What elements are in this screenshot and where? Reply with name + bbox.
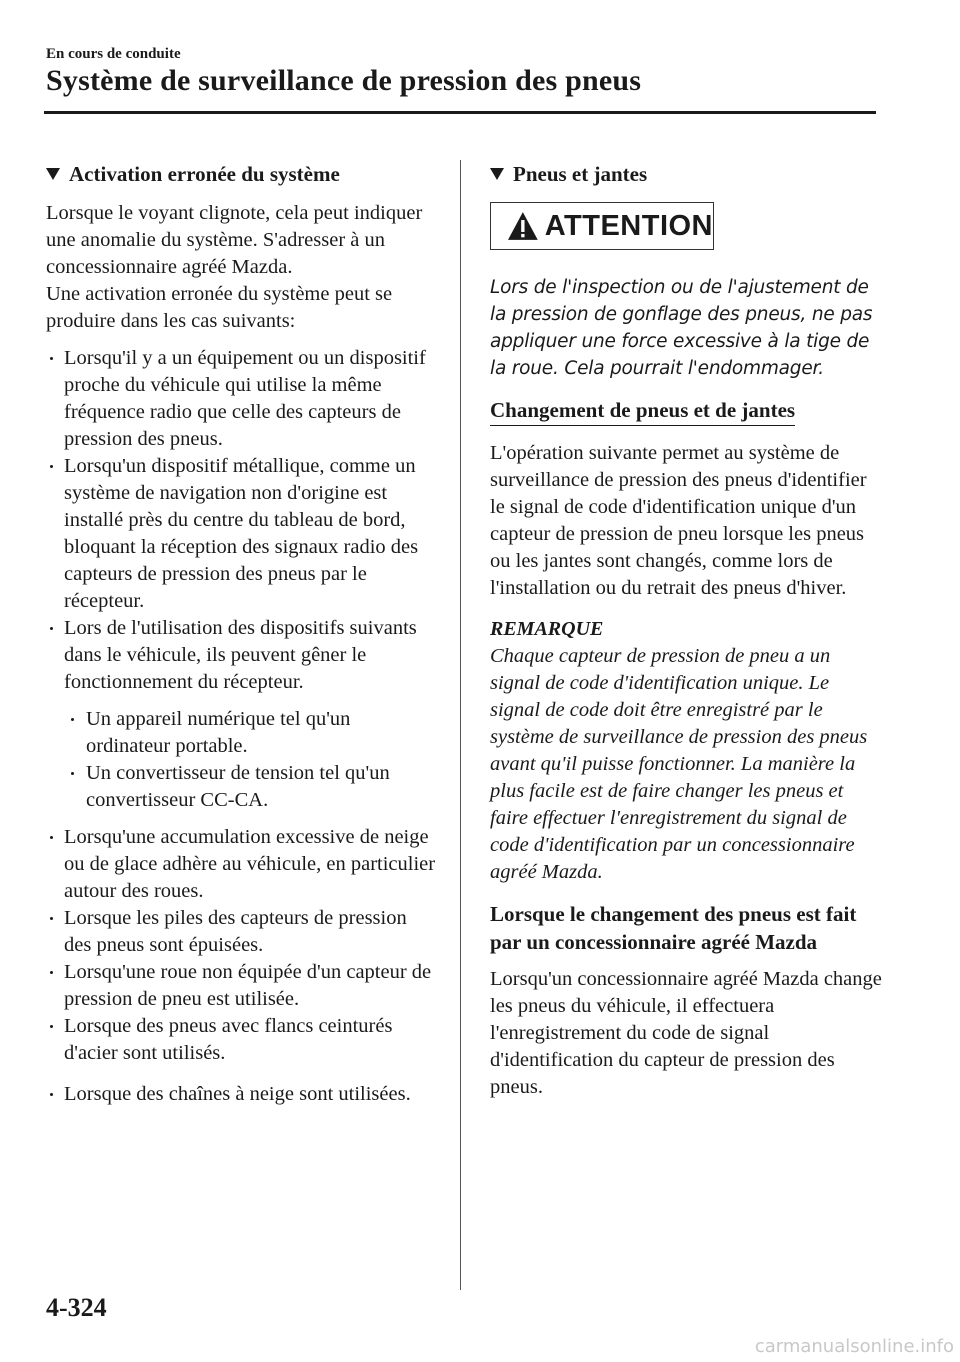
list-item: Lorsque des chaînes à neige sont utilisées.: [46, 1081, 438, 1108]
bullet-dot-icon: [50, 971, 53, 974]
list-item: Lorsque des pneus avec flancs ceinturés d'acier sont utilisés.: [46, 1013, 438, 1067]
list-item: Lors de l'utilisation des dispositifs suivants dans le véhicule, ils peuvent gêner le fonctionnement du récepteur.: [46, 615, 438, 696]
cases-paragraph: Une activation erronée du système peut se produire dans les cas suivants:: [46, 283, 393, 332]
page-title: Système de surveillance de pression des pneus: [46, 64, 642, 97]
left-column: [46, 160, 438, 1108]
bullet-dot-icon: [50, 917, 53, 920]
bullet-dot-icon: [50, 627, 53, 630]
list-item: Lorsqu'une roue non équipée d'un capteur de pression de pneu est utilisée.: [46, 959, 438, 1013]
page-number: 4-324: [46, 1293, 107, 1322]
heading-text: Activation erronée du système: [69, 162, 340, 186]
attention-label: ATTENTION: [544, 209, 713, 242]
triangle-down-icon: [46, 168, 60, 180]
intro-paragraph: Lorsque le voyant clignote, cela peut indiquer une anomalie du système. S'adresser à un concessionnaire agréé Mazda.: [46, 202, 423, 278]
section-label: En cours de conduite: [46, 46, 181, 62]
heading-text: Pneus et jantes: [513, 162, 648, 186]
cases-list: [46, 345, 438, 696]
watermark: carmanualsonline.info: [754, 1336, 954, 1357]
header-rule: [44, 111, 876, 114]
bullet-dot-icon: [71, 718, 74, 721]
note-label: REMARQUE: [490, 618, 604, 640]
heading-tires-rims: [490, 160, 882, 188]
devices-sublist: [46, 706, 438, 814]
change-paragraph: L'opération suivante permet au système de surveillance de pression des pneus d'identifier le signal de code d'identification unique d'un capteur de pression de pneu lorsque les pneus ou les jantes sont changés, comme lors de l'installation ou du retrait des pneus d'hiver.: [490, 442, 867, 599]
list-item: Un convertisseur de tension tel qu'un convertisseur CC-CA.: [46, 760, 438, 814]
attention-box: [490, 202, 714, 250]
list-item: Un appareil numérique tel qu'un ordinateur portable.: [46, 706, 438, 760]
right-column: [490, 160, 882, 1101]
column-divider: [460, 160, 461, 1290]
heading-false-activation: [46, 160, 438, 188]
bullet-dot-icon: [50, 357, 53, 360]
bullet-dot-icon: [50, 836, 53, 839]
caution-text: Lors de l'inspection ou de l'ajustement de la pression de gonflage des pneus, ne pas appliquer une force excessive à la tige de la roue. Cela pourrait l'endommager.: [490, 277, 873, 379]
cases-list-last: [46, 1081, 438, 1108]
bullet-dot-icon: [50, 465, 53, 468]
cases-list-continued: [46, 824, 438, 1067]
bullet-dot-icon: [50, 1093, 53, 1096]
dealer-paragraph: Lorsqu'un concessionnaire agréé Mazda change les pneus du véhicule, il effectuera l'enregistrement du code de signal d'identification du capteur de pression des pneus.: [490, 968, 882, 1098]
list-item: Lorsqu'il y a un équipement ou un dispositif proche du véhicule qui utilise la même fréquence radio que celle des capteurs de pression des pneus.: [46, 345, 438, 453]
list-item: Lorsqu'un dispositif métallique, comme un système de navigation non d'origine est installé près du centre du tableau de bord, bloquant la réception des signaux radio des capteurs de pression des pneus par le récepteur.: [46, 453, 438, 615]
dealer-change-heading: Lorsque le changement des pneus est fait par un concessionnaire agréé Mazda: [490, 902, 857, 954]
warning-triangle-icon: [507, 211, 539, 241]
bullet-dot-icon: [71, 772, 74, 775]
bullet-dot-icon: [50, 1025, 53, 1028]
list-item: Lorsque les piles des capteurs de pression des pneus sont épuisées.: [46, 905, 438, 959]
subheading-change-tires: Changement de pneus et de jantes: [490, 396, 795, 426]
note-text: Chaque capteur de pression de pneu a un signal de code d'identification unique. Le signal de code doit être enregistré par le système de surveillance de pression des pneus avant qu'il puisse fonctionner. La manière la plus facile est de faire changer les pneus et faire effectuer l'enregistrement du signal de code d'identification par un concessionnaire agréé Mazda.: [490, 645, 868, 883]
triangle-down-icon: [490, 168, 504, 180]
list-item: Lorsqu'une accumulation excessive de neige ou de glace adhère au véhicule, en particulier autour des roues.: [46, 824, 438, 905]
